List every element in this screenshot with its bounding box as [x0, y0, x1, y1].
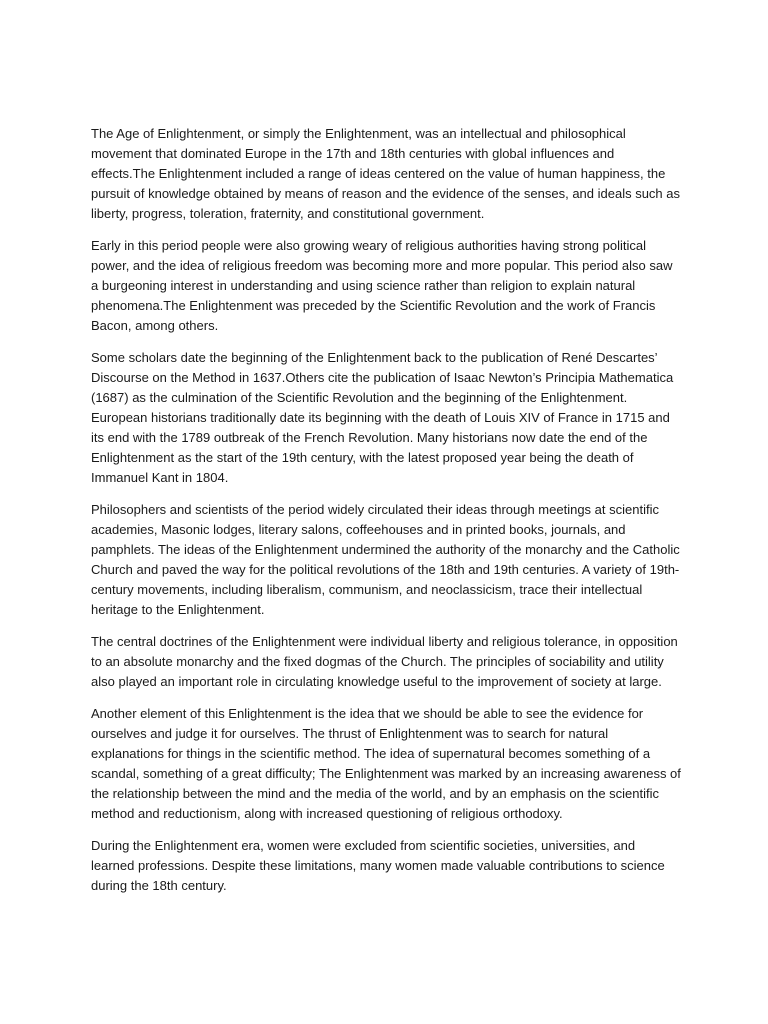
paragraph: Early in this period people were also growing weary of religious authorities having strong political power, and the idea of religious freedom was becoming more and more popular. This period also saw a burgeoning interest in understanding and using science rather than religion to explain natural phenomena.The Enlightenment was preceded by the Scientific Revolution and the work of Francis Bacon, among others. — [91, 238, 673, 333]
document-body — [91, 124, 681, 908]
paragraph: Philosophers and scientists of the period widely circulated their ideas through meetings at scientific academies, Masonic lodges, literary salons, coffeehouses and in printed books, journals, and pamphlets. The ideas of the Enlightenment undermined the authority of the monarchy and the Catholic Church and paved the way for the political revolutions of the 18th and 19th centuries. A variety of 19th-century movements, including liberalism, communism, and neoclassicism, trace their intellectual heritage to the Enlightenment. — [91, 502, 680, 617]
paragraph: Some scholars date the beginning of the Enlightenment back to the publication of René Descartes’ Discourse on the Method in 1637.Others cite the publication of Isaac Newton’s Principia Mathematica (1687) as the culmination of the Scientific Revolution and the beginning of the Enlightenment. European historians traditionally date its beginning with the death of Louis XIV of France in 1715 and its end with the 1789 outbreak of the French Revolution. Many historians now date the end of the Enlightenment as the start of the 19th century, with the latest proposed year being the death of Immanuel Kant in 1804. — [91, 350, 674, 485]
paragraph: The central doctrines of the Enlightenment were individual liberty and religious tolerance, in opposition to an absolute monarchy and the fixed dogmas of the Church. The principles of sociability and utility also played an important role in circulating knowledge useful to the improvement of society at large. — [91, 634, 678, 689]
paragraph: The Age of Enlightenment, or simply the Enlightenment, was an intellectual and philosophical movement that dominated Europe in the 17th and 18th centuries with global influences and effects.The Enlightenment included a range of ideas centered on the value of human happiness, the pursuit of knowledge obtained by means of reason and the evidence of the senses, and ideals such as liberty, progress, toleration, fraternity, and constitutional government. — [91, 126, 680, 221]
paragraph: During the Enlightenment era, women were excluded from scientific societies, universities, and learned professions. Despite these limitations, many women made valuable contributions to science during the 18th century. — [91, 838, 665, 893]
paragraph: Another element of this Enlightenment is the idea that we should be able to see the evidence for ourselves and judge it for ourselves. The thrust of Enlightenment was to search for natural explanations for things in the scientific method. The idea of supernatural becomes something of a scandal, something of a great difficulty; The Enlightenment was marked by an increasing awareness of the relationship between the mind and the media of the world, and by an emphasis on the scientific method and reductionism, along with increased questioning of religious orthodoxy. — [91, 706, 681, 821]
